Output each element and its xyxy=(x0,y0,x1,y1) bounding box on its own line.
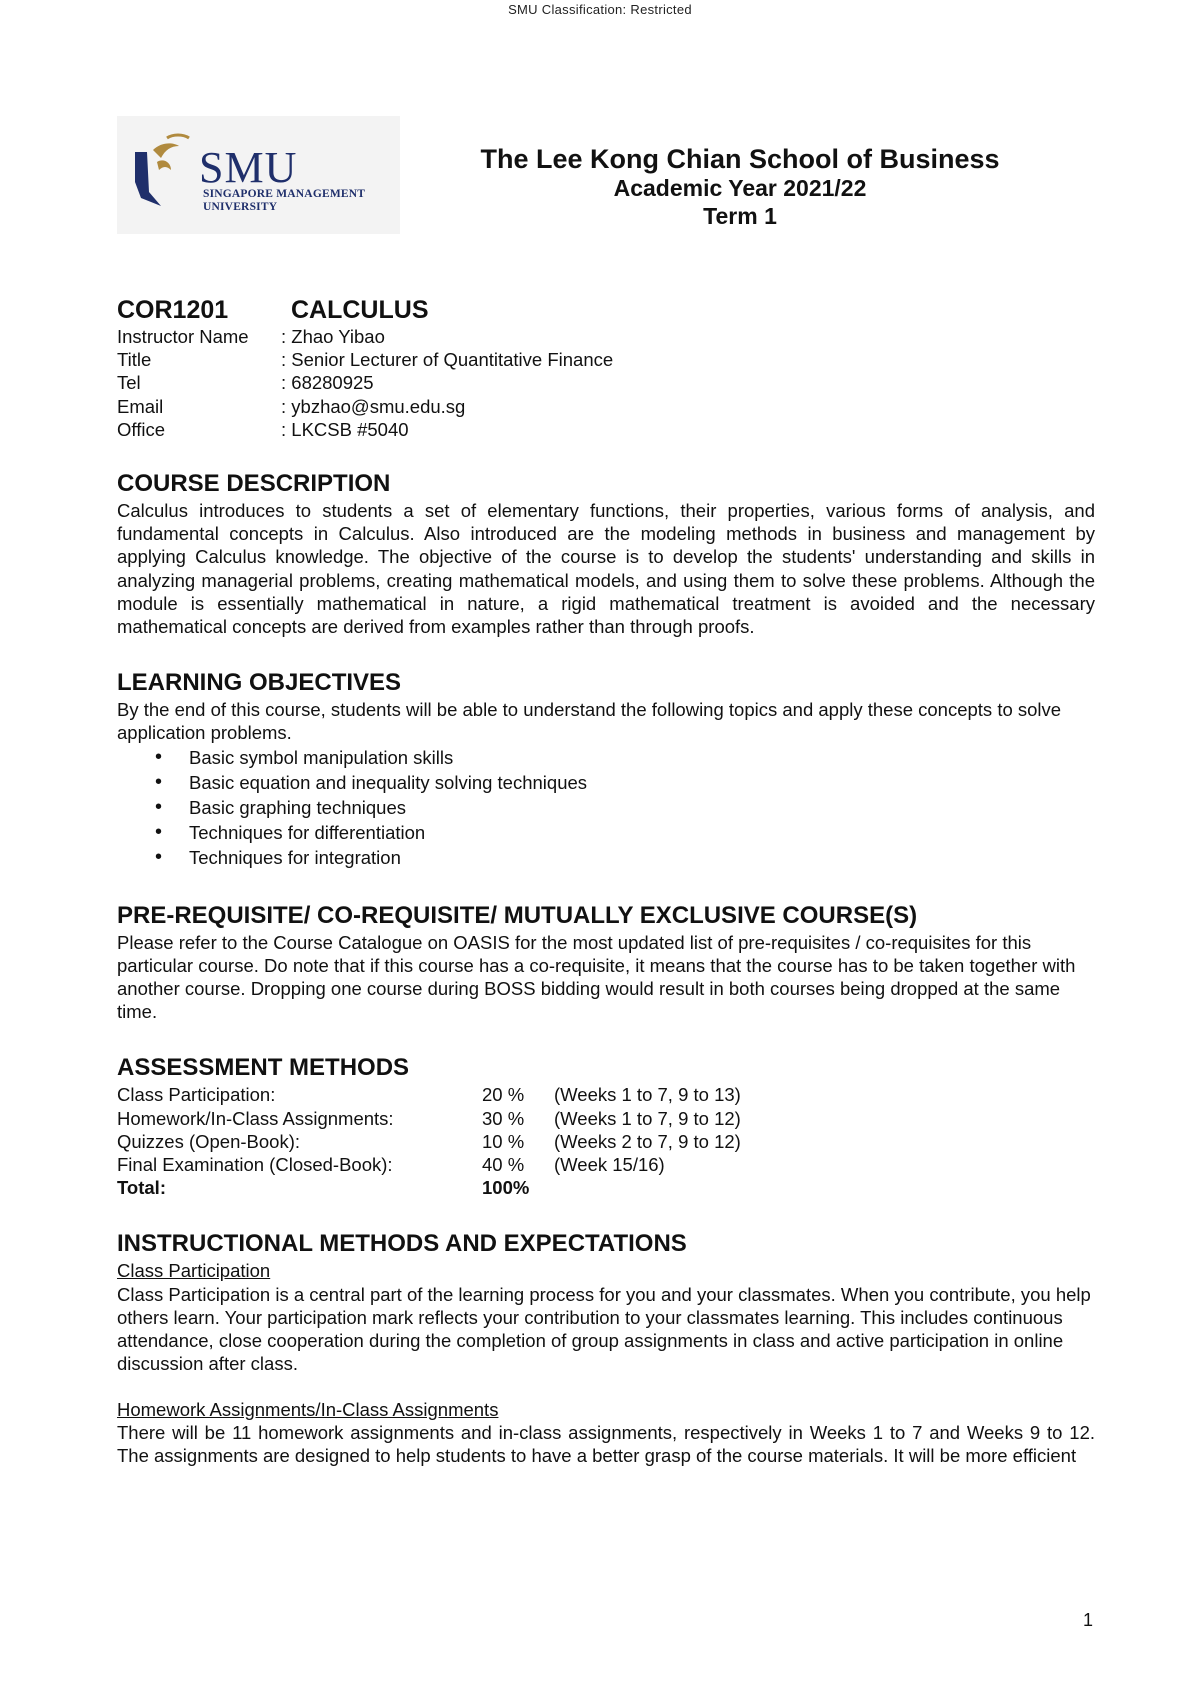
assessment-row xyxy=(117,1153,1095,1176)
academic-year: Academic Year 2021/22 xyxy=(613,175,867,201)
assessment-percent: 30 % xyxy=(482,1107,525,1129)
participation-text: Class Participation is a central part of the learning process for you and your classmates. When you contribute, you help others learn. Your participation mark reflects your contribution to your classmates learning. This includes continuous attendance, close cooperation during the completion of group assignments in class and active participation in online discussion after class. xyxy=(117,1283,1091,1375)
list-item: • Basic symbol manipulation skills xyxy=(117,745,1095,770)
homework-text: There will be 11 homework assignments and in-class assignments, respectively in Weeks 1 to 7 and Weeks 9 to 12. The assignments are designed to help students to have a better grasp of the course materials. It will be more efficient xyxy=(117,1421,1095,1466)
course-title: CALCULUS xyxy=(291,296,429,324)
section-heading-instructional: INSTRUCTIONAL METHODS AND EXPECTATIONS xyxy=(117,1230,687,1258)
assessment-label: Class Participation: xyxy=(117,1084,276,1106)
list-item: • Basic equation and inequality solving techniques xyxy=(117,770,1095,795)
subheading-class-participation: Class Participation xyxy=(117,1260,271,1282)
assessment-percent: 10 % xyxy=(482,1130,525,1152)
smu-crest-icon xyxy=(127,132,197,212)
assessment-weeks: (Weeks 1 to 7, 9 to 13) xyxy=(554,1084,741,1106)
description-text: Calculus introduces to students a set of elementary functions, their properties, various forms of analysis, and fundamental concepts in Calculus. Also introduced are the modeling methods in business and management by applying Calculus knowledge. The objective of the course is to develop the students' understanding and skills in analyzing managerial problems, creating mathematical models, and using them to solve these problems. Although the module is essentially mathematical in nature, a rigid mathematical treatment is avoided and the necessary mathematical concepts are derived from examples rather than through proofs. xyxy=(117,500,1095,638)
info-label: Email xyxy=(117,395,164,417)
list-item: • Basic graphing techniques xyxy=(117,795,1095,820)
assessment-percent: 40 % xyxy=(482,1154,525,1176)
section-heading-objectives: LEARNING OBJECTIVES xyxy=(117,669,402,697)
assessment-label: Quizzes (Open-Book): xyxy=(117,1130,301,1152)
info-value: : LKCSB #5040 xyxy=(281,418,409,440)
section-heading-prerequisites: PRE-REQUISITE/ CO-REQUISITE/ MUTUALLY EXCLUSIVE COURSE(S) xyxy=(117,901,918,929)
course-code: COR1201 xyxy=(117,296,229,324)
info-value: : 68280925 xyxy=(281,372,374,394)
info-label: Title xyxy=(117,349,152,371)
objectives-intro: By the end of this course, students will be able to understand the following topics and apply these concepts to solve application problems. xyxy=(117,699,1062,744)
info-row-title xyxy=(117,348,1095,371)
classification-label: SMU Classification: Restricted xyxy=(508,2,692,17)
info-value: : Senior Lecturer of Quantitative Finance xyxy=(281,349,614,371)
subheading-homework: Homework Assignments/In-Class Assignments xyxy=(117,1398,499,1420)
info-row-email xyxy=(117,395,1095,418)
assessment-total-label: Total: xyxy=(117,1177,166,1199)
course-heading xyxy=(117,295,1095,325)
section-heading-assessment: ASSESSMENT METHODS xyxy=(117,1054,410,1082)
assessment-weeks: (Weeks 1 to 7, 9 to 12) xyxy=(554,1107,741,1129)
info-row-instructor xyxy=(117,325,1095,348)
assessment-row xyxy=(117,1130,1095,1153)
objectives-list xyxy=(117,745,1095,871)
page-number: 1 xyxy=(1082,1610,1093,1630)
assessment-row xyxy=(117,1083,1095,1106)
section-heading-description: COURSE DESCRIPTION xyxy=(117,470,391,498)
info-label: Tel xyxy=(117,372,141,394)
logo-university-name xyxy=(203,188,365,214)
school-name: The Lee Kong Chian School of Business xyxy=(480,144,1000,174)
info-value: : Zhao Yibao xyxy=(281,326,385,347)
info-row-office xyxy=(117,418,1095,441)
assessment-weeks: (Week 15/16) xyxy=(554,1154,665,1176)
document-body xyxy=(117,295,1095,1467)
assessment-row xyxy=(117,1107,1095,1130)
prereq-text: Please refer to the Course Catalogue on OASIS for the most updated list of pre-requisites / co-requisites for this particular course. Do note that if this course has a co-requisite, it means that the course has to be taken together with another course. Dropping one course during BOSS bidding would result in both courses being dropped at the same time. xyxy=(117,931,1076,1023)
list-item: • Techniques for differentiation xyxy=(117,820,1095,845)
logo-wordmark: SMU xyxy=(199,143,298,192)
logo-university-line1: SINGAPORE MANAGEMENT xyxy=(203,188,366,200)
school-header xyxy=(470,145,1010,230)
assessment-label: Final Examination (Closed-Book): xyxy=(117,1154,393,1176)
info-label: Instructor Name xyxy=(117,326,249,347)
logo-university-line2: UNIVERSITY xyxy=(203,201,278,213)
assessment-total-row xyxy=(117,1176,1095,1199)
assessment-percent: 20 % xyxy=(482,1084,525,1106)
assessment-weeks: (Weeks 2 to 7, 9 to 12) xyxy=(554,1130,741,1152)
term: Term 1 xyxy=(703,203,777,229)
assessment-total-percent: 100% xyxy=(482,1177,530,1199)
list-item: • Techniques for integration xyxy=(117,845,1095,870)
smu-logo xyxy=(117,116,400,234)
assessment-label: Homework/In-Class Assignments: xyxy=(117,1107,394,1129)
info-value: : ybzhao@smu.edu.sg xyxy=(281,395,466,417)
info-label: Office xyxy=(117,418,165,440)
info-row-tel xyxy=(117,371,1095,394)
